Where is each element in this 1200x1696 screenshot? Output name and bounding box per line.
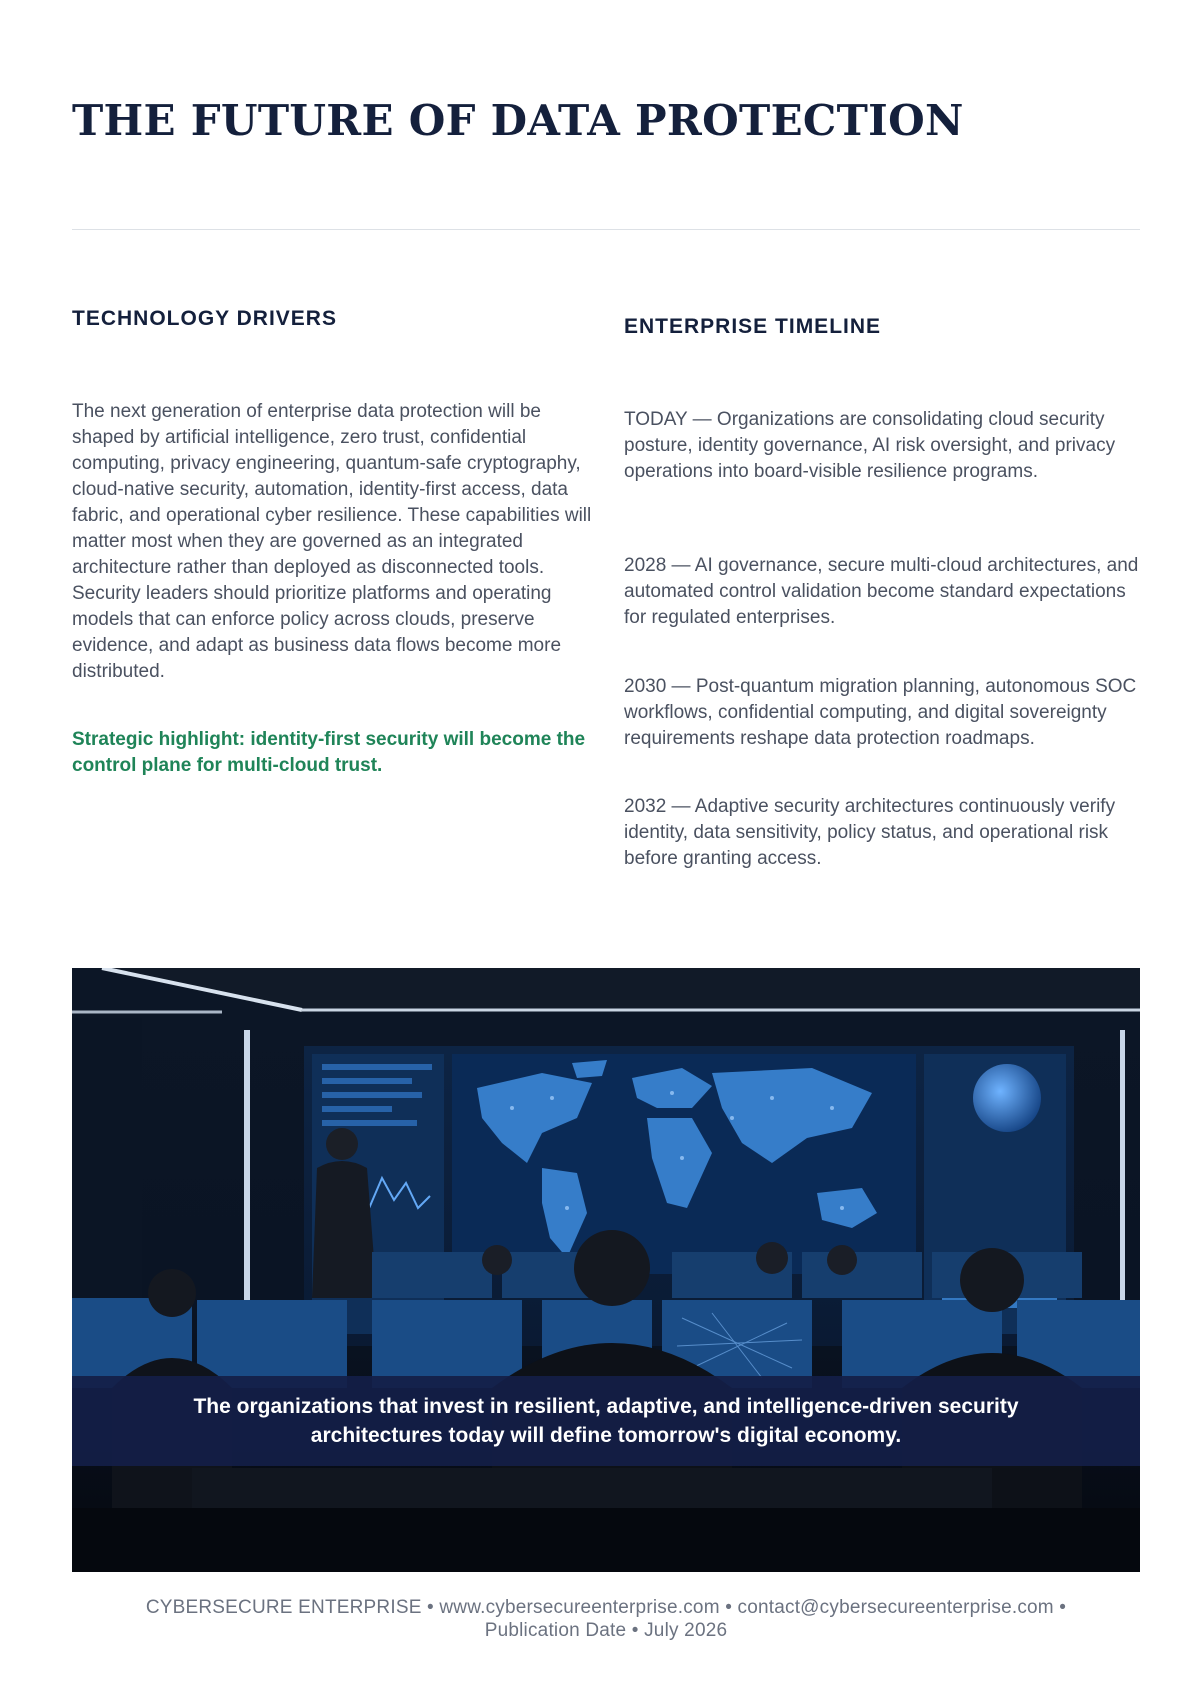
strategic-highlight: Strategic highlight: identity-first security will become the control plane for multi-cloud trust. — [72, 729, 586, 776]
timeline-entry-2028: 2028 — AI governance, secure multi-cloud architectures, and automated control validation become standard expectations for regulated enterprises. — [624, 555, 1139, 628]
timeline-entry-today: TODAY — Organizations are consolidating cloud security posture, identity governance, AI risk oversight, and privacy operations into board-visible resilience programs. — [624, 409, 1116, 482]
timeline-entry-2030: 2030 — Post-quantum migration planning, autonomous SOC workflows, confidential computing, and digital sovereignty requirements reshape data protection roadmaps. — [624, 676, 1137, 749]
soc-illustration — [72, 968, 1140, 1572]
caption-band — [72, 1376, 1140, 1466]
footer-publication-date: Publication Date • July 2026 — [484, 1620, 728, 1641]
security-operations-center-image — [72, 968, 1140, 1572]
hero-caption: The organizations that invest in resilient, adaptive, and intelligence-driven security architectures today will define tomorrow's digital economy. — [193, 1395, 1019, 1447]
header-divider — [72, 229, 1140, 230]
page-title: THE FUTURE OF DATA PROTECTION — [72, 96, 964, 145]
technology-drivers-body: The next generation of enterprise data protection will be shaped by artificial intelligence, zero trust, confidential computing, privacy engineering, quantum-safe cryptography, cloud-native security, automation, identity-first access, data fabric, and operational cyber resilience. These capabilities will matter most when they are governed as an integrated architecture rather than deployed as disconnected tools. Security leaders should prioritize platforms and operating models that can enforce policy across clouds, preserve evidence, and adapt as business data flows become more distributed. — [72, 401, 592, 682]
footer-contact-line: CYBERSECURE ENTERPRISE • www.cybersecureenterprise.com • contact@cybersecureenterprise.com • — [145, 1597, 1067, 1618]
technology-drivers-heading: TECHNOLOGY DRIVERS — [72, 307, 337, 330]
enterprise-timeline-heading: ENTERPRISE TIMELINE — [624, 315, 882, 338]
footer — [72, 1596, 1140, 1642]
timeline-entry-2032: 2032 — Adaptive security architectures continuously verify identity, data sensitivity, policy status, and operational risk before granting access. — [624, 796, 1116, 869]
